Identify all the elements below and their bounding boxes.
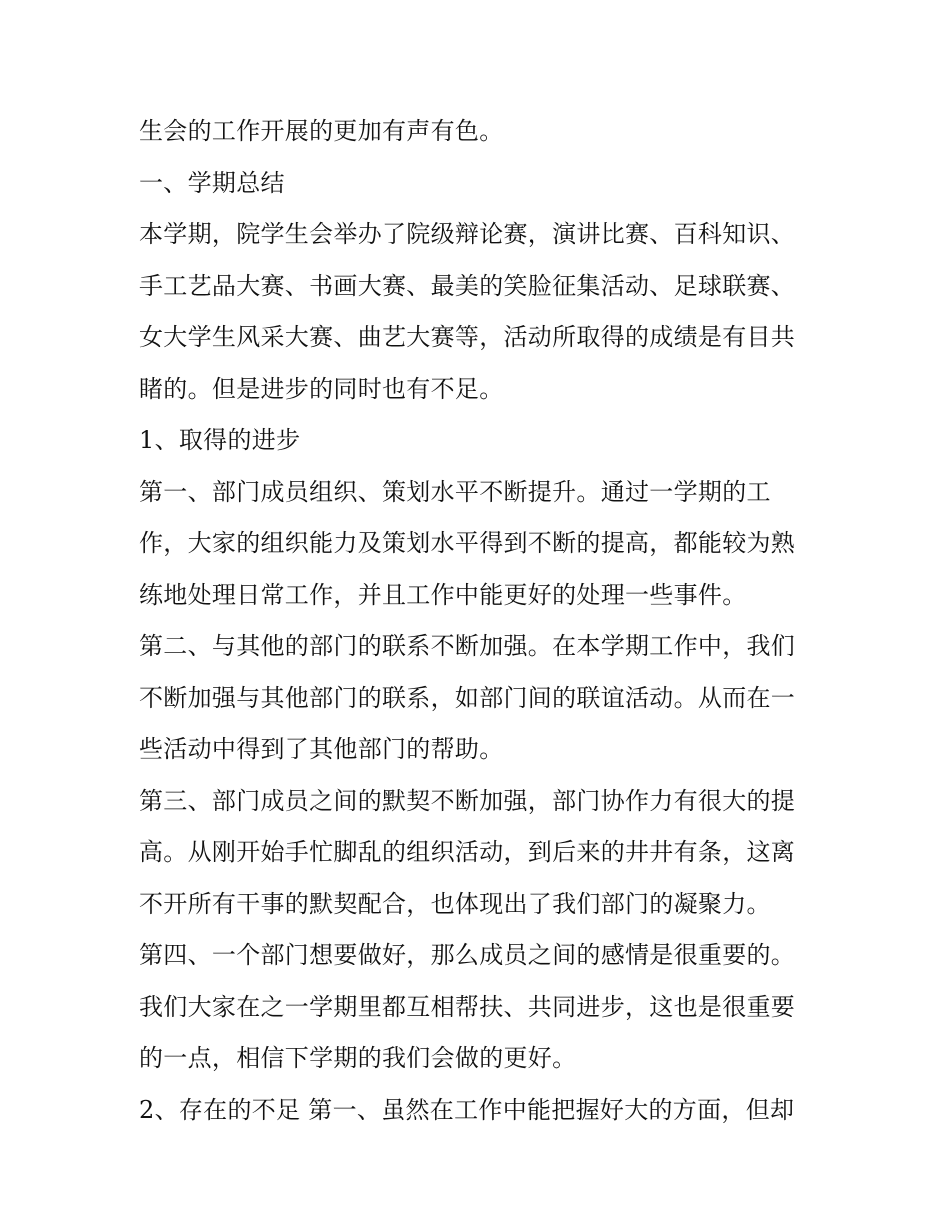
text-line: 2、存在的不足 第一、虽然在工作中能把握好大的方面，但却 (139, 1095, 795, 1124)
subsection-heading: 1、取得的进步 (139, 426, 301, 454)
document-body (139, 106, 819, 1136)
text-line: 不开所有干事的默契配合，也体现出了我们部门的凝聚力。 (139, 889, 771, 918)
text-line: 第三、部门成员之间的默契不断加强，部门协作力有很大的提 (139, 786, 796, 815)
text-line: 我们大家在之一学期里都互相帮扶、共同进步，这也是很重要 (139, 992, 796, 1021)
section-heading: 一、学期总结 (139, 168, 285, 197)
text-line: 第一、部门成员组织、策划水平不断提升。通过一学期的工 (139, 477, 771, 506)
text-line: 第二、与其他的部门的联系不断加强。在本学期工作中，我们 (139, 632, 796, 660)
text-line: 本学期，院学生会举办了院级辩论赛，演讲比赛、百科知识、 (139, 220, 796, 248)
text-line: 第四、一个部门想要做好，那么成员之间的感情是很重要的。 (139, 941, 796, 969)
text-line: 手工艺品大赛、书画大赛、最美的笑脸征集活动、足球联赛、 (139, 271, 796, 300)
text-line: 些活动中得到了其他部门的帮助。 (139, 735, 504, 763)
text-line: 睹的。但是进步的同时也有不足。 (139, 374, 504, 403)
text-line: 女大学生风采大赛、曲艺大赛等，活动所取得的成绩是有目共 (139, 323, 796, 351)
text-line: 的一点，相信下学期的我们会做的更好。 (139, 1044, 577, 1072)
text-line: 高。从刚开始手忙脚乱的组织活动，到后来的井井有条，这离 (139, 838, 796, 866)
text-line: 作，大家的组织能力及策划水平得到不断的提高，都能较为熟 (139, 529, 796, 557)
text-line: 练地处理日常工作，并且工作中能更好的处理一些事件。 (139, 580, 747, 609)
text-line: 生会的工作开展的更加有声有色。 (139, 117, 504, 145)
text-line: 不断加强与其他部门的联系，如部门间的联谊活动。从而在一 (139, 683, 796, 712)
